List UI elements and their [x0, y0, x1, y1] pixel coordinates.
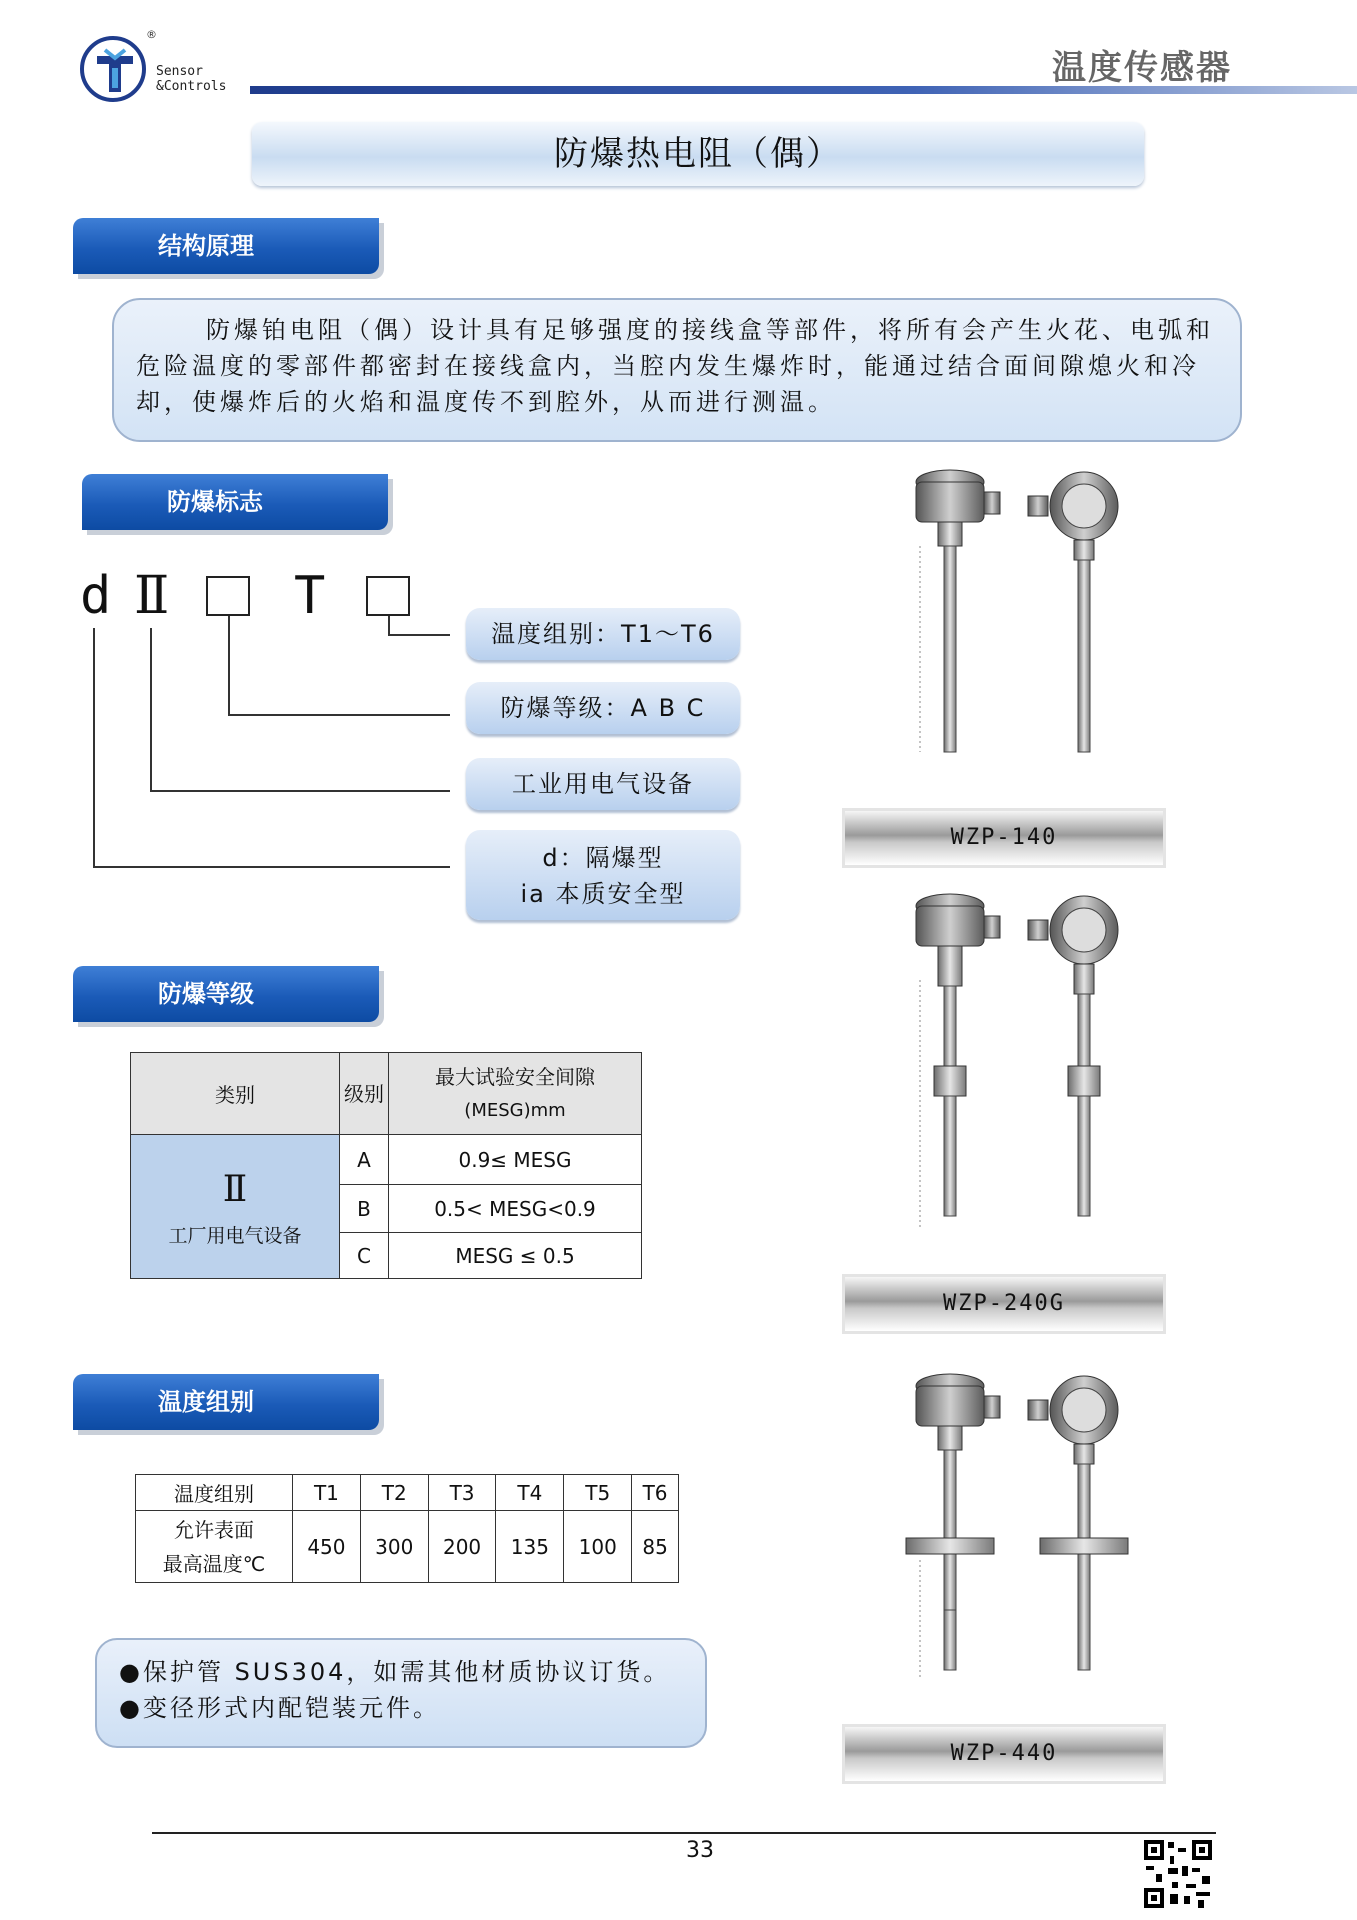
- label-grade: 防爆等级：A B C: [466, 682, 740, 734]
- note-item: ●保护管 SUS304，如需其他材质协议订货。: [119, 1658, 671, 1686]
- connector: [150, 790, 450, 792]
- temp-value: 100: [564, 1511, 632, 1583]
- section-heading-grade: 防爆等级: [73, 966, 379, 1022]
- product-drawing-wzp440: [900, 1370, 1140, 1710]
- label-type: [466, 830, 740, 920]
- logo-text: [156, 64, 226, 94]
- connector: [93, 866, 450, 868]
- model-label: WZP-140: [842, 808, 1166, 868]
- mark-d: d: [80, 566, 112, 626]
- row-label-max-temp: [136, 1511, 293, 1583]
- mesg-cell: 0.9≤ MESG: [389, 1135, 642, 1185]
- notes-box: [95, 1638, 707, 1748]
- connector: [93, 628, 95, 868]
- logo-icon: [95, 48, 135, 94]
- mark-t: T: [294, 566, 326, 626]
- mark-group: Ⅱ: [134, 566, 170, 626]
- connector: [388, 634, 450, 636]
- temp-group: T2: [360, 1475, 428, 1511]
- mark-grade-box: [206, 576, 250, 616]
- category-cell: [131, 1135, 340, 1279]
- connector: [150, 628, 152, 792]
- qr-code-icon: [1142, 1838, 1214, 1910]
- grade-cell: A: [340, 1135, 389, 1185]
- product-drawing-wzp240g: [900, 890, 1140, 1250]
- row-label-line1: 允许表面: [174, 1517, 254, 1542]
- row-label-line2: 最高温度℃: [162, 1551, 266, 1576]
- section-heading-marking: 防爆标志: [82, 474, 388, 530]
- model-label: WZP-240G: [842, 1274, 1166, 1334]
- product-drawing-wzp140: [900, 466, 1140, 786]
- section-heading-temperature: 温度组别: [73, 1374, 379, 1430]
- header-mesg: [389, 1053, 642, 1135]
- connector: [388, 616, 390, 636]
- mesg-cell: 0.5< MESG<0.9: [389, 1185, 642, 1233]
- temp-group: T4: [496, 1475, 564, 1511]
- label-intrinsic: ia 本质安全型: [520, 880, 686, 908]
- temp-group: T6: [632, 1475, 679, 1511]
- connector: [228, 714, 450, 716]
- model-label: WZP-440: [842, 1724, 1166, 1784]
- temp-value: 135: [496, 1511, 564, 1583]
- temp-value: 200: [428, 1511, 496, 1583]
- section-heading-structure: 结构原理: [73, 218, 379, 274]
- header-mesg-line2: (MESG)mm: [464, 1099, 566, 1121]
- label-industrial: 工业用电气设备: [466, 758, 740, 810]
- grade-cell: C: [340, 1233, 389, 1279]
- header-grade: 级别: [340, 1053, 389, 1135]
- mesg-cell: MESG ≤ 0.5: [389, 1233, 642, 1279]
- grade-cell: B: [340, 1185, 389, 1233]
- logo-text-line2: &Controls: [156, 79, 227, 94]
- note-item: ●变径形式内配铠装元件。: [119, 1694, 440, 1722]
- category-title: 温度传感器: [1052, 48, 1232, 88]
- category-name: 工厂用电气设备: [168, 1225, 302, 1247]
- page-title: 防爆热电阻（偶）: [252, 122, 1144, 186]
- temperature-table: [135, 1474, 679, 1583]
- label-temp-group: 温度组别：T1～T6: [466, 608, 740, 660]
- header-category: 类别: [131, 1053, 340, 1135]
- temp-group: T5: [564, 1475, 632, 1511]
- temp-value: 300: [360, 1511, 428, 1583]
- header-mesg-line1: 最大试验安全间隙: [435, 1064, 595, 1089]
- structure-text: 防爆铂电阻（偶）设计具有足够强度的接线盒等部件，将所有会产生火花、电弧和危险温度的零部件都密封在接线盒内，当腔内发生爆炸时，能通过结合面间隙熄火和冷却，使爆炸后的火焰和温度传不到腔外，从而进行测温。: [136, 316, 1214, 416]
- logo-text-line1: Sensor: [156, 64, 203, 79]
- mark-temp-box: [366, 576, 410, 616]
- registered-mark: ®: [146, 28, 157, 41]
- structure-description: [112, 298, 1242, 442]
- temp-group: T3: [428, 1475, 496, 1511]
- grade-table: [130, 1052, 642, 1279]
- page-number: 33: [686, 1838, 714, 1863]
- temp-value: 450: [293, 1511, 361, 1583]
- row-label-group: 温度组别: [136, 1475, 293, 1511]
- category-symbol: Ⅱ: [222, 1169, 248, 1210]
- label-flameproof: d：隔爆型: [542, 844, 664, 872]
- footer-divider: [152, 1832, 1216, 1834]
- temp-value: 85: [632, 1511, 679, 1583]
- temp-group: T1: [293, 1475, 361, 1511]
- connector: [228, 616, 230, 716]
